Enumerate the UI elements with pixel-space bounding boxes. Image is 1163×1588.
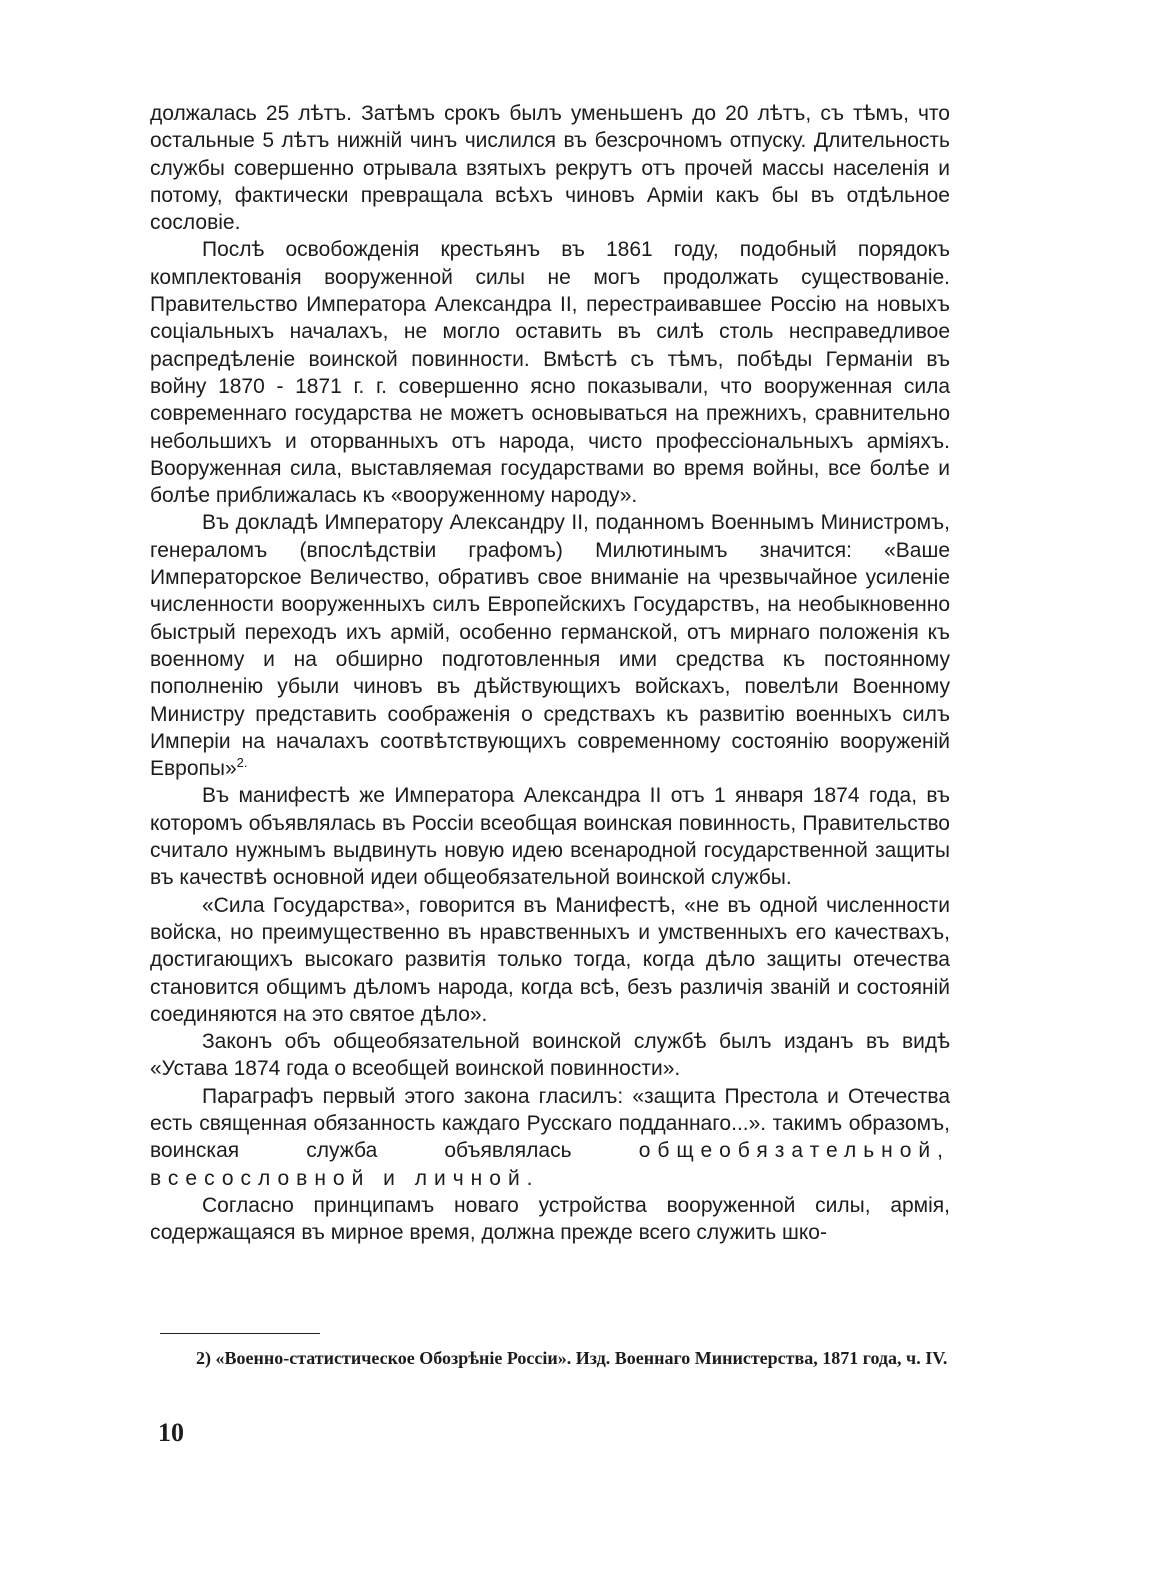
footnote-divider — [160, 1333, 320, 1334]
paragraph-6: Законъ объ общеобязательной воинской службѣ былъ изданъ въ видѣ «Устава 1874 года о всеобщей воинской повинности». — [150, 1030, 950, 1081]
paragraph-2: Послѣ освобожденія крестьянъ въ 1861 году, подобный порядокъ комплектованія вооруженной силы не могъ продолжать существованіе. Правительство Императора Александра II, перестраивавшее Россію на новыхъ соціальныхъ началахъ, не могло оставить въ силѣ столь несправедливое распредѣленіе воинской повинности. Вмѣстѣ съ тѣмъ, побѣды Германіи въ войну 1870 - 1871 г. г. совершенно ясно показывали, что вооруженная сила современнаго государства не можетъ основываться на прежнихъ, сравнительно небольшихъ и оторванныхъ отъ народа, чисто профессіональныхъ арміяхъ. Вооруженная сила, выставляемая государствами во время войны, все болѣе и болѣе приближалась къ «вооруженному народу». — [150, 238, 950, 508]
paragraph-4: Въ манифестѣ же Императора Александра II отъ 1 января 1874 года, въ которомъ объявлялась въ Россіи всеобщая воинская повинность, Правительство считало нужнымъ выдвинуть новую идею всенародной государственной защиты въ качествѣ основной идеи общеобязательной воинской службы. — [150, 784, 950, 890]
paragraph-7 — [150, 1083, 950, 1192]
emphasis-spaced-text: общеобязательной, всесословной и личной. — [150, 1139, 950, 1190]
paragraph-3 — [150, 509, 950, 782]
paragraph-3-text: Въ докладѣ Императору Александру II, поданномъ Военнымъ Министромъ, генераломъ (впослѣдствіи графомъ) Милютинымъ значится: «Ваше Императорское Величество, обративъ свое вниманіе на чрезвычайное усиленіе численности вооруженныхъ силъ Европейскихъ Государствъ, на необыкновенно быстрый переходъ ихъ армій, особенно германской, отъ мирнаго положенія къ военному и на обширно подготовленныя ими средства къ постоянному пополненію убыли чиновъ въ дѣйствующихъ войскахъ, повелѣли Военному Министру представить соображенія о средствахъ къ развитію военныхъ силъ Имперіи на началахъ соотвѣтствующихъ современному состоянію вооруженій Европы» — [150, 511, 950, 781]
paragraph-7-text: Параграфъ первый этого закона гласилъ: «защита Престола и Отечества есть священная обязанность каждаго Русскаго подданнаго...». такимъ образомъ, воинская служба объявлялась — [150, 1084, 950, 1163]
paragraph-5: «Сила Государства», говорится въ Манифестѣ, «не въ одной численности войска, но преимущественно въ нравственныхъ и умственныхъ его качествахъ, достигающихъ высокаго развитія только тогда, когда дѣло защиты отечества становится общимъ дѣломъ народа, когда всѣ, безъ различія званій и состояній соединяются на это святое дѣло». — [150, 893, 950, 1026]
footnote-reference: 2. — [236, 755, 248, 771]
footnote: 2) «Военно-статистическое Обозрѣніе Россіи». Изд. Военнаго Министерства, 1871 года, ч. IV. — [196, 1348, 948, 1368]
body-text — [150, 100, 950, 1246]
paragraph-1: должалась 25 лѣтъ. Затѣмъ срокъ былъ уменьшенъ до 20 лѣтъ, съ тѣмъ, что остальные 5 лѣтъ нижній чинъ числился въ безсрочномъ отпуску. Длительность службы совершенно отрывала взятыхъ рекрутъ отъ прочей массы населенія и потому, фактически превращала всѣхъ чиновъ Арміи какъ бы въ отдѣльное сословіе. — [150, 102, 950, 235]
page-number: 10 — [158, 1418, 184, 1447]
paragraph-8: Согласно принципамъ новаго устройства вооруженной силы, армія, содержащаяся въ мирное время, должна прежде всего служить шко- — [150, 1193, 950, 1245]
